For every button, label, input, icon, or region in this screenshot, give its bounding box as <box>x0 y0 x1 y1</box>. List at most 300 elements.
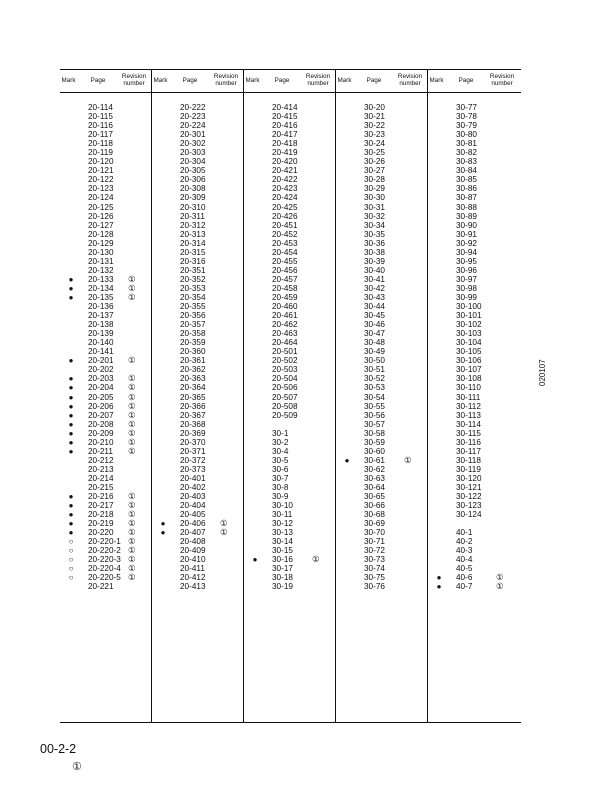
page-number: 20-370 <box>180 437 206 447</box>
page-number: 30-110 <box>456 383 481 393</box>
table-row <box>336 230 428 239</box>
table-row <box>336 121 428 130</box>
header-revision-line1: Revision <box>213 73 239 80</box>
revision-mark: ● <box>68 419 74 429</box>
table-row <box>60 320 152 329</box>
page-number: 30-45 <box>364 311 385 321</box>
table-row <box>60 537 152 546</box>
header-revision-line1: Revision <box>397 73 423 80</box>
table-row <box>152 383 244 392</box>
revision-mark: ● <box>68 501 74 511</box>
page-number: 30-6 <box>272 464 289 474</box>
header-revision-line1: Revision <box>489 73 515 80</box>
page-number: 20-451 <box>272 220 298 230</box>
revision-mark: ● <box>68 292 74 302</box>
table-row <box>428 501 520 510</box>
page-number: 20-422 <box>272 175 298 185</box>
table-row <box>244 411 336 420</box>
page-number: 30-39 <box>364 256 385 266</box>
table-row <box>152 483 244 492</box>
table-row <box>336 266 428 275</box>
table-row <box>428 393 520 402</box>
revision-mark: ● <box>68 383 74 393</box>
table-row <box>244 501 336 510</box>
page-number: 30-94 <box>456 247 477 257</box>
page-number: 20-360 <box>180 347 206 357</box>
page-number: 40-1 <box>456 528 473 538</box>
page-number: 20-404 <box>180 501 206 511</box>
page-number: 30-30 <box>364 193 385 203</box>
page-number: 20-210 <box>88 437 114 447</box>
page-number: 30-103 <box>456 329 482 339</box>
table-row <box>244 311 336 320</box>
page-number: 20-224 <box>180 121 206 131</box>
table-row <box>152 573 244 582</box>
page-number: 20-203 <box>88 374 114 384</box>
page-number: 20-114 <box>88 103 113 112</box>
table-row <box>60 257 152 266</box>
page-number: 20-122 <box>88 175 114 185</box>
page-number: 30-91 <box>456 229 477 239</box>
table-row <box>336 546 428 555</box>
header-revision-line2: number <box>123 80 145 87</box>
page-number: 30-119 <box>456 464 481 474</box>
table-row <box>428 193 520 202</box>
table-row <box>60 374 152 383</box>
table-row <box>244 320 336 329</box>
page-number: 20-363 <box>180 374 206 384</box>
table-row <box>60 447 152 456</box>
table-row <box>60 429 152 438</box>
page-number: 30-42 <box>364 283 385 293</box>
page-number: 20-401 <box>180 473 206 483</box>
table-row <box>428 519 520 528</box>
revision-number: ① <box>128 409 136 420</box>
page-number: 20-353 <box>180 283 206 293</box>
table-row <box>428 582 520 591</box>
page-number: 30-97 <box>456 274 477 284</box>
table-row <box>428 329 520 338</box>
table-row <box>244 356 336 365</box>
table-row <box>336 383 428 392</box>
table-row <box>336 447 428 456</box>
page-number: 30-14 <box>272 537 293 547</box>
table-row <box>428 148 520 157</box>
table-row <box>428 447 520 456</box>
page-number: 20-372 <box>180 455 206 465</box>
table-row <box>244 420 336 429</box>
page-number: 20-455 <box>272 256 298 266</box>
page-number: 30-58 <box>364 428 385 438</box>
page-number: 20-217 <box>88 501 114 511</box>
table-row <box>152 465 244 474</box>
page-number: 20-456 <box>272 265 298 275</box>
table-row <box>336 139 428 148</box>
revision-number: ① <box>128 273 136 284</box>
page-number: 20-458 <box>272 283 298 293</box>
page-number: 30-96 <box>456 265 477 275</box>
table-row <box>244 293 336 302</box>
page-number: 30-70 <box>364 528 385 538</box>
column-group-1 <box>60 70 152 722</box>
table-row <box>428 112 520 121</box>
table-row <box>428 302 520 311</box>
page-number: 20-305 <box>180 166 206 176</box>
page-number: 20-410 <box>180 555 206 565</box>
page-number: 20-134 <box>88 283 114 293</box>
table-row <box>428 429 520 438</box>
page-number: 20-311 <box>180 211 205 221</box>
table-row <box>428 402 520 411</box>
page-number: 30-65 <box>364 492 385 502</box>
table-row <box>244 474 336 483</box>
revision-mark: ● <box>68 492 74 502</box>
table-row <box>336 347 428 356</box>
page-number: 20-220 <box>88 528 114 538</box>
page-number: 20-502 <box>272 356 298 366</box>
header-revision-number <box>392 73 428 87</box>
revision-mark: ● <box>68 283 74 293</box>
page-number: 30-31 <box>364 202 385 212</box>
table-row <box>244 239 336 248</box>
page-number: 30-1 <box>272 428 289 438</box>
page-number: 20-138 <box>88 320 114 330</box>
table-row <box>428 546 520 555</box>
revision-number: ① <box>128 418 136 429</box>
page-number: 20-123 <box>88 184 114 194</box>
revision-number: ① <box>404 454 412 465</box>
page-number: 30-25 <box>364 148 385 158</box>
page-number: 20-308 <box>180 184 206 194</box>
page-number: 20-214 <box>88 473 114 483</box>
table-row <box>60 546 152 555</box>
row-list <box>428 103 520 592</box>
page-number: 20-507 <box>272 392 298 402</box>
table-row <box>336 184 428 193</box>
page-number: 30-74 <box>364 564 385 574</box>
table-row <box>244 184 336 193</box>
table-row <box>336 293 428 302</box>
table-row <box>244 248 336 257</box>
table-row <box>244 221 336 230</box>
page-number: 20-415 <box>272 112 298 122</box>
page-number: 30-56 <box>364 410 385 420</box>
table-row <box>60 519 152 528</box>
revision-number: ① <box>128 554 136 565</box>
page-number: 20-416 <box>272 121 298 131</box>
table-row <box>428 157 520 166</box>
table-row <box>152 564 244 573</box>
table-row <box>152 193 244 202</box>
table-row <box>60 248 152 257</box>
table-row <box>60 302 152 311</box>
page-number: 20-115 <box>88 112 113 122</box>
table-row <box>428 456 520 465</box>
revision-number: ① <box>128 527 136 538</box>
page-number: 30-41 <box>364 274 385 284</box>
table-row <box>428 248 520 257</box>
page-number: 20-218 <box>88 510 114 520</box>
table-row <box>244 212 336 221</box>
table-row <box>152 402 244 411</box>
page-number: 30-52 <box>364 374 385 384</box>
page-number: 30-89 <box>456 211 477 221</box>
page-number: 20-355 <box>180 302 206 312</box>
table-row <box>152 438 244 447</box>
page-number: 30-108 <box>456 374 482 384</box>
page-number: 30-32 <box>364 211 385 221</box>
page-number: 20-119 <box>88 148 113 158</box>
page-number: 20-220-2 <box>88 546 121 556</box>
header-revision-number <box>208 73 244 87</box>
table-row <box>152 528 244 537</box>
table-row <box>428 212 520 221</box>
page-number: 30-88 <box>456 202 477 212</box>
page-number: 20-204 <box>88 383 114 393</box>
table-row <box>152 393 244 402</box>
table-row <box>60 573 152 582</box>
table-row <box>428 284 520 293</box>
header-revision-number <box>484 73 520 87</box>
page-number: 30-115 <box>456 428 481 438</box>
page-number: 20-425 <box>272 202 298 212</box>
table-row <box>428 275 520 284</box>
page-number: 20-419 <box>272 148 298 158</box>
page-number: 30-54 <box>364 392 385 402</box>
table-row <box>244 555 336 564</box>
table-row <box>428 257 520 266</box>
page-number: 30-28 <box>364 175 385 185</box>
page-number: 30-16 <box>272 555 293 565</box>
table-row <box>60 510 152 519</box>
table-row <box>152 365 244 374</box>
page-number: 30-82 <box>456 148 477 158</box>
page-number: 30-62 <box>364 464 385 474</box>
page-number: 30-11 <box>272 510 293 520</box>
page-number: 20-463 <box>272 329 298 339</box>
page-number: 30-80 <box>456 130 477 140</box>
table-row <box>244 564 336 573</box>
header-page: Page <box>458 77 474 84</box>
revision-mark: ○ <box>68 537 74 547</box>
page-number: 20-356 <box>180 311 206 321</box>
table-row <box>428 239 520 248</box>
revision-number: ① <box>496 572 504 583</box>
page-number: 30-121 <box>456 482 482 492</box>
revision-mark: ● <box>68 519 74 529</box>
column-group-4 <box>336 70 428 722</box>
table-row <box>152 302 244 311</box>
table-row <box>428 564 520 573</box>
page-number: 30-23 <box>364 130 385 140</box>
page-number: 20-460 <box>272 302 298 312</box>
table-row <box>60 112 152 121</box>
page-number: 20-407 <box>180 528 206 538</box>
page-number: 20-131 <box>88 256 114 266</box>
page-number: 20-354 <box>180 292 206 302</box>
page-number: 30-27 <box>364 166 385 176</box>
page-number: 20-316 <box>180 256 206 266</box>
table-row <box>60 203 152 212</box>
table-row <box>60 166 152 175</box>
page-number: 30-116 <box>456 437 481 447</box>
page-number: 30-83 <box>456 157 477 167</box>
page-number: 20-220-5 <box>88 573 121 583</box>
revision-number: ① <box>128 400 136 411</box>
table-row <box>244 347 336 356</box>
table-row <box>60 356 152 365</box>
page-number: 30-92 <box>456 238 477 248</box>
header-page: Page <box>366 77 382 84</box>
page-number: 30-20 <box>364 103 385 112</box>
revision-number: ① <box>128 563 136 574</box>
page-number: 30-8 <box>272 482 289 492</box>
page-number: 30-4 <box>272 446 289 456</box>
table-row <box>244 510 336 519</box>
page-number: 30-24 <box>364 139 385 149</box>
page-number: 20-208 <box>88 419 114 429</box>
table-row <box>152 537 244 546</box>
table-row <box>152 257 244 266</box>
table-row <box>60 311 152 320</box>
page-number: 20-220-1 <box>88 537 121 547</box>
page-number: 30-21 <box>364 112 385 122</box>
page-number: 20-130 <box>88 247 114 257</box>
table-row <box>336 148 428 157</box>
side-reference-code: 020107 <box>538 359 547 386</box>
revision-number: ① <box>128 545 136 556</box>
revision-mark: ● <box>68 401 74 411</box>
table-row <box>244 193 336 202</box>
page-number: 30-114 <box>456 419 481 429</box>
table-row <box>60 501 152 510</box>
page-number: 20-418 <box>272 139 298 149</box>
page-number: 30-86 <box>456 184 477 194</box>
page-number: 20-411 <box>180 564 205 574</box>
table-row <box>428 537 520 546</box>
page-number: 30-50 <box>364 356 385 366</box>
revision-number: ① <box>128 391 136 402</box>
revision-mark: ○ <box>68 555 74 565</box>
revision-number: ① <box>128 500 136 511</box>
header-revision-line1: Revision <box>121 73 147 80</box>
revision-mark: ● <box>344 455 350 465</box>
table-row <box>152 474 244 483</box>
page-number: 20-310 <box>180 202 206 212</box>
table-row <box>60 148 152 157</box>
table-row <box>60 411 152 420</box>
table-row <box>60 275 152 284</box>
page-number: 20-219 <box>88 519 114 529</box>
page-number: 30-61 <box>364 455 385 465</box>
table-row <box>244 537 336 546</box>
page-number: 20-220-4 <box>88 564 121 574</box>
page-number: 30-77 <box>456 103 477 112</box>
page-number: 20-209 <box>88 428 114 438</box>
page-number: 30-40 <box>364 265 385 275</box>
table-row <box>336 103 428 112</box>
page-number: 20-412 <box>180 573 206 583</box>
page-number: 20-361 <box>180 356 206 366</box>
table-row <box>244 329 336 338</box>
page-number: 20-369 <box>180 428 206 438</box>
table-row <box>60 184 152 193</box>
page-number: 20-118 <box>88 139 113 149</box>
table-row <box>336 492 428 501</box>
page-number: 20-367 <box>180 410 206 420</box>
page-number: 20-141 <box>88 347 114 357</box>
revision-number: ① <box>128 382 136 393</box>
table-row <box>152 546 244 555</box>
table-row <box>244 121 336 130</box>
table-row <box>152 420 244 429</box>
table-row <box>336 130 428 139</box>
table-row <box>336 465 428 474</box>
page-number: 20-364 <box>180 383 206 393</box>
page-number: 20-116 <box>88 121 113 131</box>
revision-mark: ● <box>68 437 74 447</box>
header-mark: Mark <box>153 77 168 84</box>
page-number: 20-136 <box>88 302 114 312</box>
table-row <box>336 112 428 121</box>
table-row <box>336 221 428 230</box>
page-number: 20-426 <box>272 211 298 221</box>
table-row <box>152 139 244 148</box>
table-row <box>428 139 520 148</box>
table-row <box>152 311 244 320</box>
revision-number: ① <box>128 518 136 529</box>
table-row <box>428 320 520 329</box>
table-row <box>336 501 428 510</box>
table-row <box>428 175 520 184</box>
table-row <box>244 148 336 157</box>
page-number: 30-47 <box>364 329 385 339</box>
table-row <box>152 429 244 438</box>
table-row <box>336 564 428 573</box>
table-row <box>152 411 244 420</box>
header-page: Page <box>182 77 198 84</box>
page-number: 40-3 <box>456 546 473 556</box>
page-number: 30-75 <box>364 573 385 583</box>
table-row <box>152 157 244 166</box>
page-number: 30-12 <box>272 519 293 529</box>
table-row <box>244 338 336 347</box>
table-row <box>244 492 336 501</box>
header-page: Page <box>274 77 290 84</box>
page-number: 30-17 <box>272 564 293 574</box>
page-number: 20-501 <box>272 347 298 357</box>
table-row <box>152 248 244 257</box>
revision-number: ① <box>496 581 504 592</box>
table-row <box>60 212 152 221</box>
page-number: 30-26 <box>364 157 385 167</box>
revision-number: ① <box>128 445 136 456</box>
page-number: 20-371 <box>180 446 206 456</box>
revision-mark: ● <box>160 519 166 529</box>
page-number: 20-125 <box>88 202 114 212</box>
page-number: 30-10 <box>272 501 293 511</box>
table-row <box>336 555 428 564</box>
table-row <box>244 483 336 492</box>
page-number: 20-508 <box>272 401 298 411</box>
page-number: 30-98 <box>456 283 477 293</box>
page-number: 30-18 <box>272 573 293 583</box>
header-revision-number <box>300 73 336 87</box>
page-number: 30-101 <box>456 311 482 321</box>
page-number: 20-129 <box>88 238 114 248</box>
page-number: 20-373 <box>180 464 206 474</box>
page-number: 30-43 <box>364 292 385 302</box>
